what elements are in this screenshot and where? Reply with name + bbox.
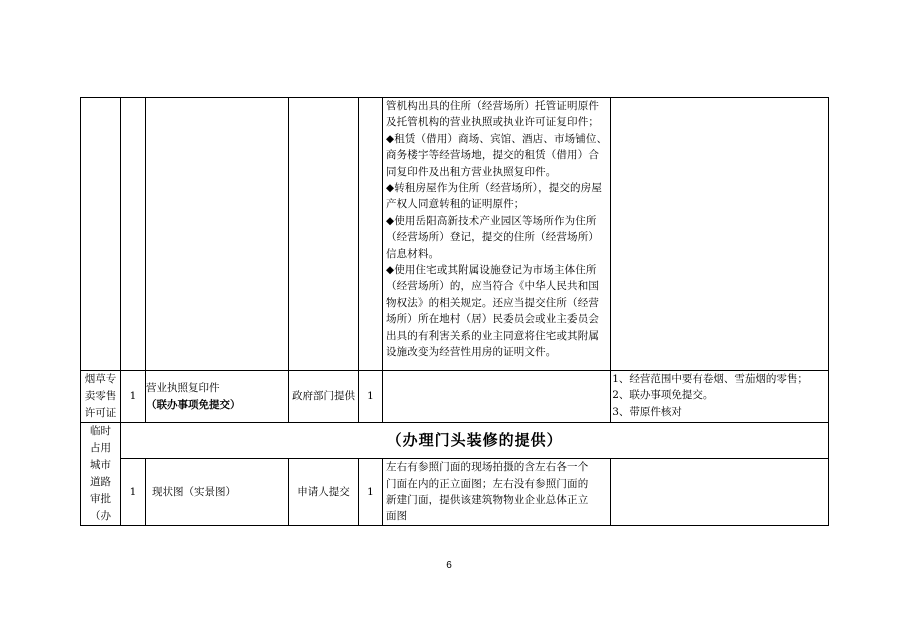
copies-cell: 1 [359,371,383,423]
category-label-line: 卖零售 [84,390,117,402]
table-row [81,98,829,371]
requirement-line: 管机构出具的住所（经营场所）托管证明原件 [386,100,599,112]
requirement-line: 同复印件及出租方营业执照复印件。 [386,165,557,178]
category-label-line: 道路 [90,476,111,488]
category-label-line: 许可证 [84,407,117,419]
requirement-line: ◆转租房屋作为住所（经营场所），提交的房屋 [386,182,602,195]
copies-cell: 1 [359,459,383,526]
category-label-line: 审批 [90,493,111,505]
requirement-line: ◆租赁（借用）商场、宾馆、酒店、市场铺位、 [386,132,608,145]
note-line: 1、经营范围中要有卷烟、雪茄烟的零售； [612,373,808,385]
page-number: 6 [446,560,452,571]
category-label-line: 占用 [90,442,111,454]
notes-cell [611,459,829,526]
requirement-line: ◆使用岳阳高新技术产业园区等场所作为住所 [386,214,597,227]
seq-cell [121,98,146,371]
category-label-line: 临时 [90,425,111,437]
source-cell: 申请人提交 [289,459,359,526]
requirement-line: （经营场所）登记，提交的住所（经营场所） [386,231,599,244]
seq-cell: 1 [121,371,146,423]
requirement-line: ◆使用住宅或其附属设施登记为市场主体住所 [386,264,597,277]
material-name: 营业执照复印件 [146,382,220,395]
note-line: 2、联办事项免提交。 [612,389,714,402]
requirement-line: （经营场所）的，应当符合《中华人民共和国 [386,280,599,293]
table-row [81,423,829,459]
category-label-line: 烟草专 [84,373,117,385]
seq-cell: 1 [121,459,146,526]
category-label-line: 城市 [90,459,111,471]
category-cell [81,98,121,371]
table-row [81,459,829,526]
requirement-line: 产权人同意转租的证明原件； [386,198,525,211]
requirement-line: 商务楼宇等经营场地，提交的租赁（借用）合 [386,149,599,162]
material-requirements-cell [383,371,611,423]
material-name-note: （联办事项免提交） [146,398,241,411]
requirement-line: 物权法》的相关规定。还应当提交住所（经营 [386,296,599,309]
notes-cell [611,98,829,371]
source-cell [289,98,359,371]
requirement-line: 面图 [386,510,408,523]
note-line: 3、带原件核对 [612,405,682,418]
requirement-line: 设施改变为经营性用房的证明文件。 [386,346,557,359]
material-name-cell [146,98,289,371]
requirement-line: 新建门面，提供该建筑物物业企业总体正立 [386,494,589,506]
requirement-line: 门面在内的正立面图；左右没有参照门面的 [386,477,589,490]
requirement-line: 出具的有利害关系的业主同意将住宅或其附属 [386,329,599,342]
source-cell: 政府部门提供 [289,371,359,423]
table-row [81,371,829,423]
copies-cell [359,98,383,371]
section-title: （办理门头装修的提供） [121,423,829,459]
material-name-cell [146,371,289,423]
requirement-line: 场所）所在地村（居）民委员会或业主委员会 [386,313,599,326]
requirements-table [80,97,829,526]
material-requirements-cell [383,459,611,526]
requirement-line: 左右有参照门面的现场拍摄的含左右各一个 [386,461,589,474]
requirement-line: 信息材料。 [386,247,440,260]
material-requirements-cell [383,98,611,371]
category-cell [81,371,121,423]
category-cell [81,423,121,526]
requirement-line: 及托管机构的营业执照或执业许可证复印件； [386,116,599,129]
material-name-cell: 现状图（实景图） [146,459,289,526]
notes-cell [611,371,829,423]
category-label-line: （办 [90,510,111,522]
